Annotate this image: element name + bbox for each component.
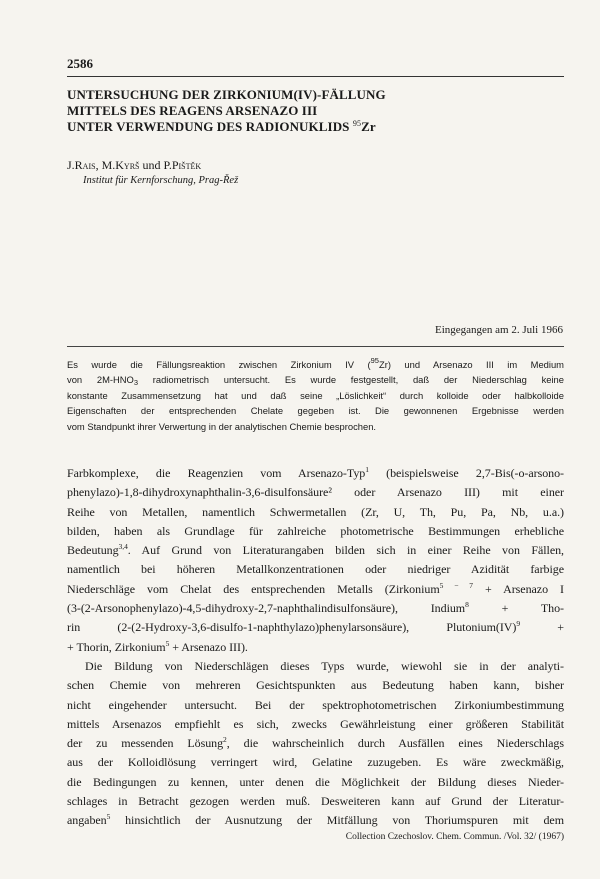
body-line: Niederschläge vom Chelat des entsprechenden Metalls (Zirkonium$^{5 - 7}$ + Arsenazo I: [67, 580, 564, 596]
abstract-line: konstante Zusammensetzung hat und daß seine „Löslichkeit“ durch kolloide oder halbkolloide: [67, 389, 564, 401]
body-line: aus der Kolloidlösung verringert wird, Gelatine zuzugeben. Es wäre zweckmäßig,: [67, 755, 564, 770]
body-line: der zu messenden Lösung$^2$, die wahrscheinlich durch Ausfällen eines Niederschlags: [67, 735, 564, 751]
abstract-line: vom Standpunkt ihrer Verwertung in der analytischen Chemie besprochen.: [67, 420, 377, 432]
author-pistek: Pištěk: [171, 158, 202, 172]
journal-footer: Collection Czechoslov. Chem. Commun. /Vol. 32/ (1967): [345, 832, 564, 842]
body-line: + Thorin, Zirkonium$^5$ + Arsenazo III).: [67, 638, 248, 654]
body-line: die Bedingungen zu kennen, unter denen die Möglichkeit der Bildung dieses Nieder-: [67, 774, 564, 789]
body-line: (3-(2-Arsonophenylazo)-4,5-dihydroxy-2,7-naphthalindisulfonsäure), Indium$^8$ + Tho-: [67, 600, 564, 616]
body-line: bilden, haben als Grundlage für zahlreiche photometrische Bestimmungen erhebliche: [67, 523, 564, 538]
body-line: namentlich bei höheren Metallkonzentrationen oder niedriger Azidität farbige: [67, 562, 564, 577]
abstract-line: von $2M-HNO_3$ radiometrisch untersucht. Es wurde festgestellt, daß der Niederschlag keine: [67, 374, 564, 388]
body-line: mittels Arsenazos empfiehlt es sich, zwecks Gewährleistung einer größeren Stabilität: [67, 716, 564, 731]
author-list: J.Rais, M.Kyrš und P.Pištěk: [67, 158, 202, 172]
title-line-3: UNTER VERWENDUNG DES RADIONUKLIDS $^{95}$Zr: [67, 119, 376, 134]
title-line-2: MITTELS DES REAGENS ARSENAZO III: [67, 103, 318, 118]
header-rule: [67, 76, 564, 77]
affiliation: Institut für Kernforschung, Prag-Řež: [83, 175, 239, 186]
body-line: Bedeutung$^{3,4}$. Auf Grund von Literaturangaben bilden sich in einer Reihe von Fällen,: [67, 542, 564, 558]
body-line: phenylazo)-1,8-dihydroxynaphthalin-3,6-disulfonsäure² oder Arsenazo III) mit einer: [67, 485, 564, 500]
title-line-1: UNTERSUCHUNG DER ZIRKONIUM(IV)-FÄLLUNG: [67, 87, 386, 102]
body-text: [67, 464, 564, 831]
author-kyrs: Kyrš: [115, 158, 140, 172]
body-line: angaben$^5$ hinsichtlich der Ausnutzung der Mitfällung von Thoriumspuren mit dem: [67, 812, 564, 828]
abstract-line: Es wurde die Fällungsreaktion zwischen Zirkonium IV ($^{95}$Zr) und Arsenazo III im Medium: [67, 356, 564, 370]
body-line: rin (2-(2-Hydroxy-3,6-disulfo-1-naphthylazo)phenylarsonsäure), Plutonium(IV)$^9$ +: [67, 619, 564, 635]
body-line: Farbkomplexe, die Reagenzien vom Arsenazo-Typ$^1$ (beispielsweise 2,7-Bis(-o-arsono-: [67, 465, 564, 480]
abstract-rule: [67, 346, 564, 347]
body-line: Reihe von Metallen, namentlich Schwermetallen (Zr, U, Th, Pu, Pa, Nb, u.a.): [67, 504, 564, 519]
author-rais: Rais: [74, 158, 96, 172]
received-date: Eingegangen am 2. Juli 1966: [434, 324, 563, 336]
body-line: schen Chemie von mehreren Gesichtspunkten aus Bedeutung haben kann, bisher: [67, 678, 564, 693]
abstract-line: Eigenschaften der entsprechenden Chelate gegeben ist. Die gewonnenen Ergebnisse werden: [67, 405, 564, 417]
article-title: [67, 87, 567, 135]
body-line: schlages in Betracht gezogen werden muß. Desweiteren kann auf Grund der Literatur-: [67, 794, 564, 809]
body-line: Die Bildung von Niederschlägen dieses Typs wurde, wiewohl sie in der analyti-: [85, 658, 564, 673]
body-line: nicht eingehender untersucht. Bei der spektrophotometrischen Zirkoniumbestimmung: [67, 697, 564, 712]
page-number: 2586: [67, 56, 93, 71]
abstract: [67, 357, 564, 434]
